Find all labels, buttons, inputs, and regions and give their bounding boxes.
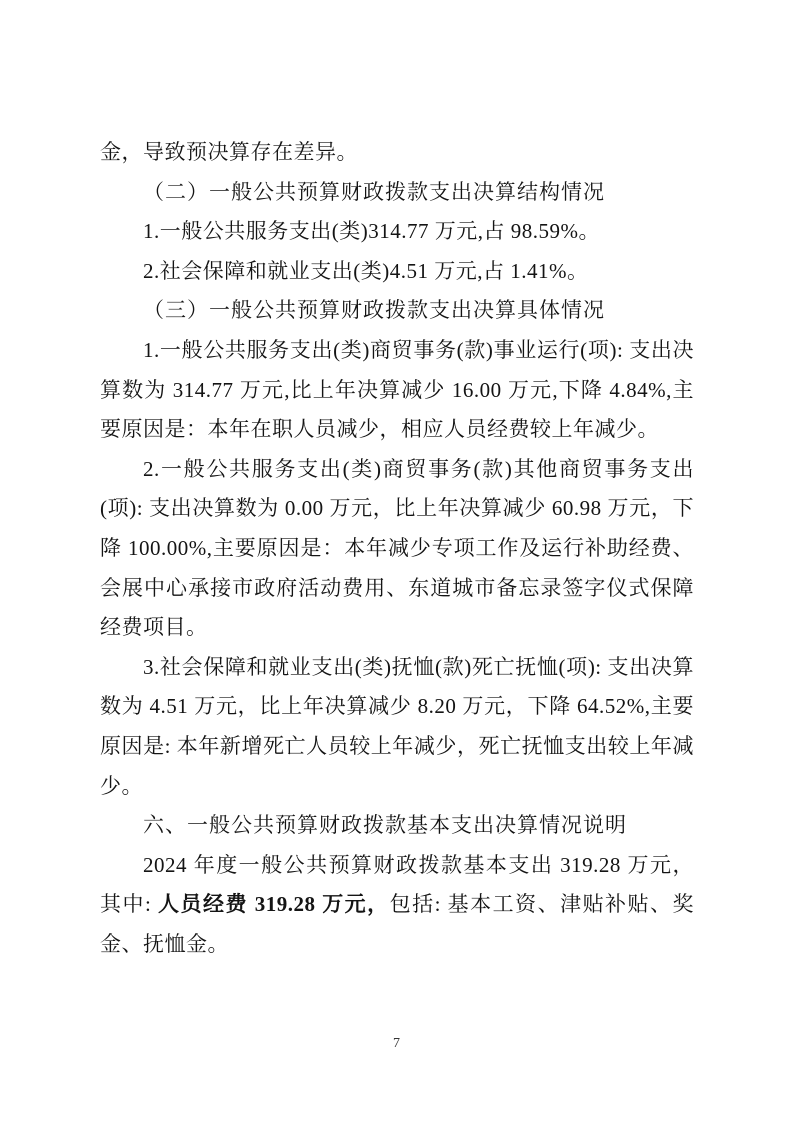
section-heading-3: （三）一般公共预算财政拨款支出决算具体情况 bbox=[143, 298, 605, 323]
page-number: 7 bbox=[393, 1036, 400, 1051]
basic-expenditure-text-pre: 2024 年度一般公共预算财政拨款基本支出 319.28 万元，其中: bbox=[100, 852, 694, 917]
section-heading-6: 六、一般公共预算财政拨款基本支出决算情况说明 bbox=[143, 814, 627, 838]
paragraph-other-trade-expenditure: 2.一般公共服务支出(类)商贸事务(款)其他商贸事务支出(项): 支出决算数为 0.00 万元，比上年决算减少 60.98 万元，下降 100.00%,主要原因是：本年减少专项工作及运行补助经费、会展中心承接市政府活动费用、东道城市备忘录签字仪式保障经费项目。 bbox=[100, 456, 694, 640]
section-heading-2: （二）一般公共预算财政拨款支出决算结构情况 bbox=[143, 179, 605, 204]
list-item-social-security-employment: 2.社会保障和就业支出(类)4.51 万元,占 1.41%。 bbox=[143, 258, 589, 283]
document-body bbox=[100, 133, 694, 964]
paragraph-basic-expenditure bbox=[100, 846, 694, 965]
paragraph-death-pension-expenditure: 3.社会保障和就业支出(类)抚恤(款)死亡抚恤(项): 支出决算数为 4.51 万元，比上年决算减少 8.20 万元，下降 64.52%,主要原因是: 本年新增死亡人员较上年减少，死亡抚恤支出较上年减少。 bbox=[100, 654, 694, 798]
paragraph-continuation: 金，导致预决算存在差异。 bbox=[100, 140, 358, 164]
basic-expenditure-text-bold: 人员经费 319.28 万元， bbox=[158, 892, 390, 917]
list-item-general-public-services: 1.一般公共服务支出(类)314.77 万元,占 98.59%。 bbox=[143, 219, 600, 244]
basic-expenditure-text-post: 包括: 基本工资、津贴补贴、奖金、抚恤金。 bbox=[100, 892, 694, 956]
paragraph-operation-expenditure: 1.一般公共服务支出(类)商贸事务(款)事业运行(项): 支出决算数为 314.77 万元,比上年决算减少 16.00 万元,下降 4.84%,主要原因是：本年在职人员减少，相应人员经费较上年减少。 bbox=[100, 337, 694, 442]
